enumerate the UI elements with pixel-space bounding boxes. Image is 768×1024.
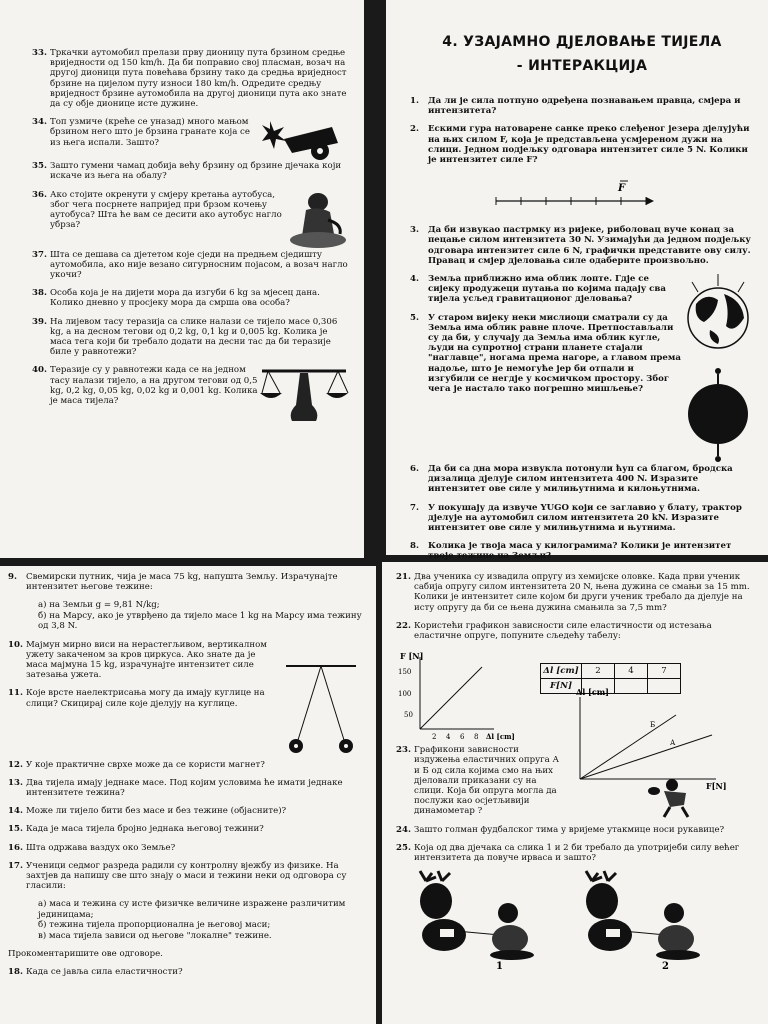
table-head-4: 4 xyxy=(615,664,648,679)
question-17 xyxy=(8,861,366,892)
answer-17b: б) тежина тијела пропорционална је његовој маси; xyxy=(38,920,271,931)
question-36-block xyxy=(32,190,350,250)
graph2-x-label: F[N] xyxy=(706,781,727,792)
question-text: Да би са дна мора извукла потонули ћуп са благом, бродска дизалица дјелује силом интензитета 400 N. Изразите интензитет ове силе у милињутнима и килоњутнима. xyxy=(428,464,733,495)
x-tick-8: 8 xyxy=(474,733,479,742)
question-12 xyxy=(8,760,366,770)
answer-17c: в) маса тијела зависи од његове "локалне" тежине. xyxy=(38,930,272,941)
page-bottom-right xyxy=(382,562,768,1024)
table-head-2: 2 xyxy=(582,664,615,679)
force-extension-graph xyxy=(396,649,526,745)
figure-2-label: 2 xyxy=(662,961,669,973)
question-18 xyxy=(8,967,366,977)
question-number: 37. xyxy=(32,249,47,260)
chapter-title: 4. УЗАЈАМНО ДЈЕЛОВАЊЕ ТИЈЕЛА xyxy=(442,34,722,50)
page-bottom-left xyxy=(0,566,376,1024)
question-number: 34. xyxy=(32,117,47,128)
question-number: 8. xyxy=(410,541,419,552)
question-text: Теразије су у равнотежи када се на једном тасу налази тијело, а на другом тегови од 0,5 kg, 0,2 kg, 0,05 kg, 0,02 kg и 0,001 kg. Колика је маса тијела? xyxy=(50,365,258,407)
question-9 xyxy=(8,572,366,592)
question-33 xyxy=(32,48,350,109)
question-number: 11. xyxy=(8,688,23,699)
figure-2 xyxy=(586,871,700,972)
question-40-block xyxy=(32,365,350,427)
question-text: Тркачки аутомобил прелази прву дионицу пута брзином средње вриједности од 150 km/h. Да би поправио свој пласман, возач на другој дионици пута повећава брзину тако да средња вриједност брзине на цијелом путу износи 180 km/h. Одредите средњу вриједност брзине аутомобила на другој дионици пута ако знате да су обје дионице исте дужине. xyxy=(50,48,347,110)
questions-10-11-block xyxy=(8,640,366,760)
question-number: 7. xyxy=(410,502,419,513)
y-tick-100: 100 xyxy=(398,690,412,699)
page-top-right xyxy=(386,0,768,562)
question-number: 5. xyxy=(410,312,419,323)
question-4 xyxy=(410,274,682,305)
question-15 xyxy=(8,824,366,834)
question-number: 1. xyxy=(410,96,419,106)
question-text: Да ли је сила потпуно одређена познавањем правца, смјера и интензитета? xyxy=(428,96,741,117)
question-13 xyxy=(8,778,366,798)
question-24 xyxy=(396,825,754,835)
question-37 xyxy=(32,250,350,281)
question-14 xyxy=(8,806,366,816)
question-number: 15. xyxy=(8,824,23,835)
question-number: 22. xyxy=(396,620,411,631)
question-text: Ученици седмог разреда радили су контролну вјежбу из физике. На захтјев да напишу све што знају о маси и тежини неки од одговора су гласили: xyxy=(26,860,347,892)
question-2 xyxy=(410,124,754,165)
question-text: Када је маса тијела бројно једнака његовој тежини? xyxy=(26,824,264,835)
earth-questions-block xyxy=(410,274,754,464)
question-text: Два ученика су извадила опругу из хемијске оловке. Када први ученик сабија опругу силом интензитета 20 N, њена дужина се смањи за 15 mm. Колики је интензитет силе којом би други ученик требало да дјелује на исту опругу да би се њена дужина смањила за 7,5 mm? xyxy=(414,572,750,613)
question-number: 24. xyxy=(396,824,411,835)
x-tick-2: 2 xyxy=(432,733,437,742)
x-tick-6: 6 xyxy=(460,733,465,742)
x-tick-4: 4 xyxy=(446,733,451,742)
question-10 xyxy=(8,640,276,681)
table-head-7: 7 xyxy=(648,664,681,679)
question-number: 18. xyxy=(8,967,23,978)
question-3 xyxy=(410,225,754,266)
question-text: Које врсте наелектрисања могу да имају куглице на слици? Скицирај силе које дјелују на куглице. xyxy=(26,688,265,709)
question-17-comment: Прокоментаришите ове одговоре. xyxy=(8,949,163,960)
graph1-y-label: F [N] xyxy=(400,651,424,662)
graph2-y-label: Δl [cm] xyxy=(576,687,609,698)
question-number: 33. xyxy=(32,48,47,58)
question-number: 21. xyxy=(396,572,411,582)
question-35 xyxy=(32,161,350,181)
question-text: Зашто гумени чамац добија већу брзину од брзине дјечака који искаче из њега на обалу? xyxy=(50,161,342,182)
question-number: 4. xyxy=(410,274,419,285)
table-head-dl: Δl [cm] xyxy=(541,664,582,679)
question-7 xyxy=(410,503,754,534)
question-text: На лијевом тасу теразија са слике налази се тијело масе 0,306 kg, а на десном тегови од 0,2 kg, 0,1 kg и 0,005 kg. Колика је маса тега који би требало додати на десни тас да би теразије биле у равнотежи? xyxy=(50,316,338,358)
question-number: 25. xyxy=(396,842,411,853)
question-21 xyxy=(396,572,754,613)
question-38 xyxy=(32,288,350,308)
question-36 xyxy=(32,190,288,231)
charged-balls-illustration xyxy=(276,640,366,760)
question-16 xyxy=(8,843,366,853)
question-25 xyxy=(396,843,754,863)
page-top-left xyxy=(0,0,364,558)
line-b-label: Б xyxy=(650,721,656,730)
question-number: 10. xyxy=(8,639,23,650)
balance-scale-illustration xyxy=(258,365,350,427)
question-number: 17. xyxy=(8,860,23,871)
question-text: Која од два дјечака са слика 1 и 2 би требало да употријеби силу већег интензитета да повуче ирваса и зашто? xyxy=(414,842,740,864)
question-text: У које практичне сврхе може да се користи магнет? xyxy=(26,759,265,770)
earth-globes-illustration xyxy=(682,274,754,464)
force-label: F xyxy=(618,183,626,195)
question-text: Особа која је на дијети мора да изгуби 6 kg за мјесец дана. Колико дневно у просјеку мора да смрша ова особа? xyxy=(50,288,320,309)
question-text: Колика је твоја маса у килограмима? Колики је интензитет твоје тежине на Земљи? xyxy=(428,541,732,562)
question-number: 6. xyxy=(410,464,419,475)
question-23 xyxy=(396,745,566,816)
question-number: 23. xyxy=(396,745,411,756)
y-tick-50: 50 xyxy=(404,711,413,720)
question-text: Да би извукао пастрмку из ријеке, риболовац вуче конац за пецање силом интензитета 30 N. Узимајући да једном подјељку одговара интензитет силе 6 N, графички представите ову силу. Правац и смјер дјеловања силе одаберите произвољно. xyxy=(428,225,751,266)
question-text: Топ узмиче (креће се уназад) много мањом брзином него што је брзина гранате која се из њега испали. Зашто? xyxy=(50,117,250,148)
question-text: Мајмун мирно виси на нерастегљивом, вертикалном ужету закаченом за кров циркуса. Ако знате да је маса мајмуна 15 kg, израчунајте интензитет силе затезања ужета. xyxy=(26,639,267,681)
question-39 xyxy=(32,317,350,358)
y-tick-150: 150 xyxy=(398,668,412,677)
question-34 xyxy=(32,117,262,148)
question-text: Графикони зависности издужења еластичних опруга А и Б од сила којима смо на њих дјеловали приказани су на слици. Која би опруга могла да послужи као осјетљивији динамометар ? xyxy=(414,745,560,817)
question-6 xyxy=(410,464,754,495)
figure-1-label: 1 xyxy=(496,961,503,973)
question-text: Шта се дешава са дјететом које сједи на предњем сједишту аутомобила, ако није везано сигурносним појасом, а возач нагло укочи? xyxy=(50,249,348,281)
question-number: 35. xyxy=(32,161,47,172)
table-row-label: F[N] xyxy=(541,679,582,694)
answer-17a: а) маса и тежина су исте физичке величине изражене различитим јединицама; xyxy=(38,899,346,920)
question-9b: б) на Марсу, ако је утврђено да тијело масе 1 kg на Марсу има тежину од 3,8 N. xyxy=(38,610,362,632)
line-a-label: А xyxy=(670,739,676,748)
question-text: Свемирски путник, чија је маса 75 kg, напушта Земљу. Израчунајте интензитет његове тежине: xyxy=(26,572,338,593)
question-5 xyxy=(410,313,682,395)
question-text: Када се јавља сила еластичности? xyxy=(26,967,183,978)
question-8 xyxy=(410,541,754,561)
figure-1 xyxy=(420,871,534,972)
question-number: 36. xyxy=(32,189,47,200)
question-number: 2. xyxy=(410,124,419,135)
force-vector-diagram xyxy=(410,173,750,225)
question-text: Може ли тијело бити без масе и без тежине (објасните)? xyxy=(26,806,287,817)
question-number: 12. xyxy=(8,759,23,770)
goalkeeper-illustration xyxy=(648,779,688,817)
bus-passenger-illustration xyxy=(288,190,350,250)
question-9a: а) на Земљи g = 9,81 N/kg; xyxy=(38,600,160,611)
chapter-subtitle: - ИНТЕРАКЦИЈА xyxy=(516,58,648,74)
question-number: 3. xyxy=(410,225,419,236)
question-text: Зашто голман фудбалског тима у вријеме утакмице носи рукавице? xyxy=(414,824,725,835)
question-number: 38. xyxy=(32,288,47,299)
question-number: 40. xyxy=(32,365,47,376)
question-text: Користећи графикон зависности силе еластичности од истезања еластичне опруге, попуните сљедећу табелу: xyxy=(414,620,712,642)
springs-graph xyxy=(566,687,738,817)
question-text: Ако стојите окренути у смјеру кретања аутобуса, због чега посрнете напријед при брзом кочењу аутобуса? Шта ће вам се десити ако аутобус нагло убрза? xyxy=(50,189,282,231)
cannon-illustration xyxy=(262,117,350,161)
question-text: Два тијела имају једнаке масе. Под којим условима ће имати једнаке интензитете тежина? xyxy=(26,777,343,799)
question-text: Шта одржава ваздух око Земље? xyxy=(26,842,176,853)
question-1 xyxy=(410,96,754,116)
question-34-block xyxy=(32,117,350,161)
graph1-x-label: Δl [cm] xyxy=(486,732,515,742)
question-number: 9. xyxy=(8,572,17,582)
question-number: 14. xyxy=(8,806,23,817)
question-number: 13. xyxy=(8,777,23,788)
question-text: У покушају да извуче YUGO који се заглавио у блату, трактор дјелује на аутомобил силом интензитета 20 kN. Изразите интензитет ове силе у милињутнима и њутнима. xyxy=(428,502,742,534)
question-number: 39. xyxy=(32,316,47,327)
question-text: Земља приближно има облик лопте. Гдје се сијеку продужеци путања по којима падају сва тијела усљед гравитационог дјеловања? xyxy=(428,274,666,305)
question-22 xyxy=(396,621,754,641)
reindeer-sleds-illustration xyxy=(396,871,746,971)
question-text: У старом вијеку неки мислиоци сматрали су да Земља има облик равне плоче. Претпостављали су да би, у случају да Земља има облик кугле, људи на супротној страни планете стајали "наглавце", ногама према нагоре, а главом према надоље, што је немогуће јер би отпали и изгубили се негдје у космичком простору. Због чега је настало тако погрешно мишљење? xyxy=(428,312,681,395)
question-number: 16. xyxy=(8,842,23,853)
question-40 xyxy=(32,365,258,406)
question-11 xyxy=(8,688,276,708)
question-text: Ескими гура натоварене санке преко слеђеног језера дјелујући на њих силом F, која је представљена усмјереном дужи на слици. Једном подјељку одговара интензитет силе 5 N. Колики је интензитет силе F? xyxy=(428,124,750,166)
